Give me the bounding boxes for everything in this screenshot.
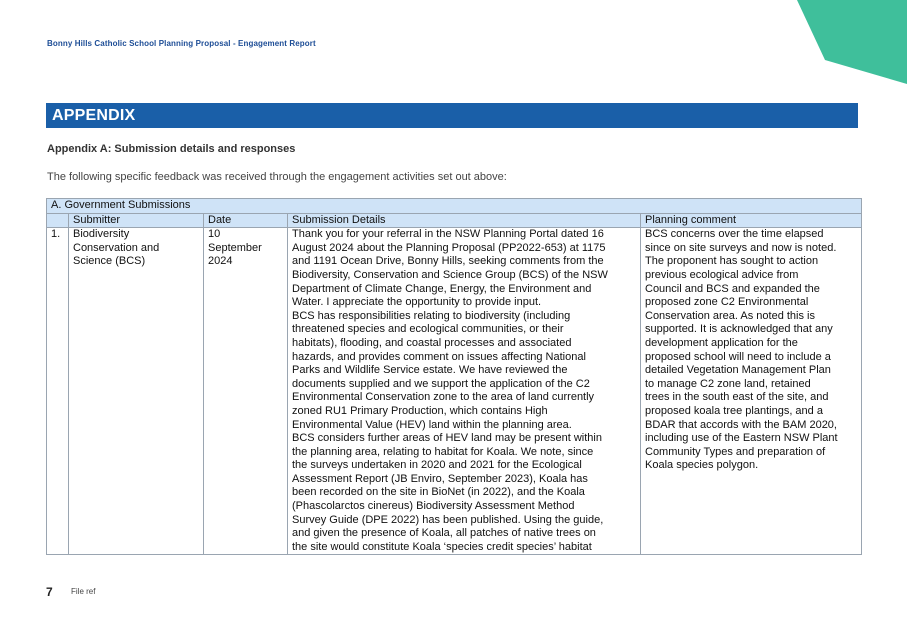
table-header-row [47, 213, 862, 228]
intro-paragraph: The following specific feedback was received through the engagement activities set out above: [47, 171, 507, 183]
submissions-table [46, 198, 862, 555]
date-text: 10 September 2024 [208, 228, 262, 268]
details-cell [288, 228, 641, 555]
comment-cell [641, 228, 862, 555]
date-cell [204, 228, 288, 555]
column-header-date: Date [204, 213, 288, 228]
column-header-submission-details: Submission Details [288, 213, 641, 228]
section-heading: Appendix A: Submission details and responses [47, 143, 296, 155]
row-number: 1. [51, 228, 61, 241]
submitter-cell [69, 228, 204, 555]
appendix-title: APPENDIX [52, 106, 136, 124]
table-row [47, 228, 862, 555]
column-header-submitter: Submitter [69, 213, 204, 228]
submission-details-text: Thank you for your referral in the NSW Planning Portal dated 16 August 2024 about the Planning Proposal (PP2022-653) at 1175 and 1191 Ocean Drive, Bonny Hills, seeking comments from the Biodiversity, Conservation and Science Group (BCS) of the NSW Department of Climate Change, Energy, the Environment and Water. I appreciate the opportunity to provide input. BCS has responsibilities relating to biodiversity (including threatened species and ecological communities, or their habitats), flooding, and coastal processes and associated hazards, and provides comment on issues affecting National Parks and Wildlife Service estate. We have reviewed the documents supplied and we support the application of the C2 Environmental Conservation zone to the area of land currently zoned RU1 Primary Production, which contains High Environmental Value (HEV) land within the planning area. BCS considers further areas of HEV land may be present within the planning area, relating to habitat for Koala. We note, since the surveys undertaken in 2020 and 2021 for the Ecological Assessment Report (JB Enviro, September 2023), Koala has been recorded on the site in BioNet (in 2022), and the Koala (Phascolarctos cinereus) Biodiversity Assessment Method Survey Guide (DPE 2022) has been published. Using the guide, and given the presence of Koala, all patches of native trees on the site would constitute Koala ‘species credit species’ habitat [292, 228, 608, 553]
column-header-planning-comment: Planning comment [641, 213, 862, 228]
corner-green-shape [797, 0, 907, 84]
submitter-text: Biodiversity Conservation and Science (BCS) [73, 228, 160, 268]
group-label: A. Government Submissions [47, 199, 862, 214]
document-header-title: Bonny Hills Catholic School Planning Proposal - Engagement Report [47, 39, 316, 48]
table-group-row [47, 199, 862, 214]
corner-decoration [797, 0, 907, 84]
planning-comment-text: BCS concerns over the time elapsed since on site surveys and now is noted. The proponent has sought to action previous ecological advice from Council and BCS and expanded the proposed zone C2 Environmental Conservation area. As noted this is supported. It is acknowledged that any development application for the proposed school will need to include a detailed Vegetation Management Plan to manage C2 zone land, retained trees in the south east of the site, and proposed koala tree plantings, and a BDAR that accords with the BAM 2020, including use of the Eastern NSW Plant Community Types and preparation of Koala species polygon. [645, 228, 838, 472]
file-reference: File ref [71, 587, 96, 596]
header-number-cell [47, 213, 69, 228]
appendix-banner [46, 103, 858, 128]
row-number-cell [47, 228, 69, 555]
page-number: 7 [46, 585, 53, 599]
